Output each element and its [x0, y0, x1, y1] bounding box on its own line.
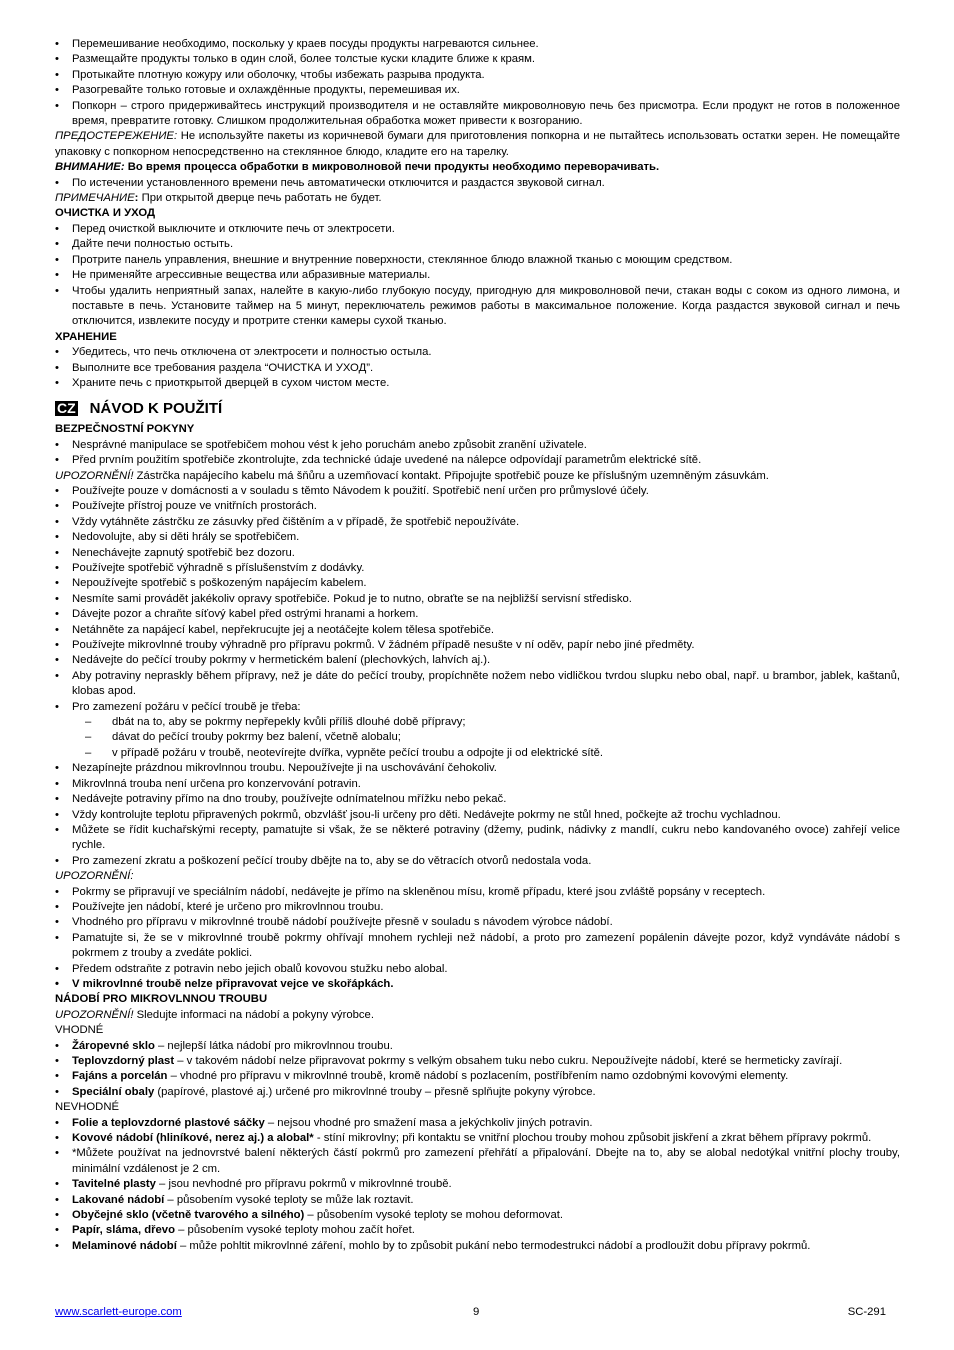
warning-item: • Pamatujte si, že se v mikrovlnné troubě pokrmy ohřívají mnohem rychleji než nádobí, a proto pro zamezení popálenin dávejte pozor, když vyndáváte nádobí s pokrmem z trouby a zvedáte poklici.: [55, 931, 900, 962]
unsuitable-item: [55, 1116, 900, 1131]
website-link[interactable]: www.scarlett-europe.com: [55, 1306, 182, 1318]
storage-heading: ХРАНЕНИЕ: [55, 330, 117, 343]
item-text: – nejsou vhodné pro smažení masa a jekýchkoliv jiných potravin.: [264, 1116, 593, 1129]
suitable-item: [55, 1039, 900, 1054]
unsuitable-item: [55, 1223, 900, 1238]
warning-text: Zástrčka napájecího kabelu má šňůru a uzemňovací kontakt. Připojujte spotřebič pouze ke příslušným uzemněným zásuvkám.: [133, 469, 769, 482]
unsuitable-item: [55, 1193, 900, 1208]
cz-title-text: NÁVOD K POUŽITÍ: [89, 400, 223, 418]
safety-item: • Pro zamezení požáru v pečící troubě je třeba:: [55, 700, 900, 715]
item-name: Tavitelné plasty: [72, 1178, 156, 1191]
suitable-heading: VHODNÉ: [55, 1024, 104, 1037]
ru-caution: [55, 129, 900, 160]
model-number: SC-291: [847, 1306, 886, 1318]
unsuitable-heading: NEVHODNÉ: [55, 1101, 120, 1114]
item-text: – jsou nevhodné pro přípravu pokrmů v mikrovlnné troubě.: [155, 1178, 452, 1191]
storage-item: • Выполните все требования раздела “ОЧИСТКА И УХОД”.: [55, 361, 900, 376]
safety-item: • Pro zamezení zkratu a poškození pečící trouby dbějte na to, aby se do větracích otvorů nedostala voda.: [55, 854, 900, 869]
safety-item: • Mikrovlnná trouba není určena pro konzervování potravin.: [55, 777, 900, 792]
cz-warning: [55, 469, 900, 484]
item-text: – může pohltit mikrovlnné záření, mohlo by to způsobit pukání nebo termodestrukci nádobí a prodloužit dobu přípravy pokrmů.: [176, 1239, 811, 1252]
warning-label: UPOZORNĚNÍ!: [55, 1008, 134, 1021]
cz-section-title: [55, 400, 900, 418]
safety-heading: BEZPEČNOSTNÍ POKYNY: [55, 423, 195, 436]
cleaning-item: • Перед очисткой выключите и отключите печь от электросети.: [55, 222, 900, 237]
item-text: – nejlepší látka nádobí pro mikrovlnnou troubu.: [154, 1039, 393, 1052]
suitable-item: [55, 1085, 900, 1100]
cleaning-item: • Не применяйте агрессивные вещества или абразивные материалы.: [55, 268, 900, 283]
warning-label: UPOZORNĚNÍ!: [55, 469, 134, 482]
ru-bullet: • Перемешивание необходимо, поскольку у краев посуды продукты нагреваются сильнее.: [55, 37, 900, 52]
safety-item: • Dávejte pozor a chraňte síťový kabel před ostrými hranami a horkem.: [55, 607, 900, 622]
page-number: 9: [473, 1306, 480, 1318]
item-name: Lakované nádobí: [72, 1193, 165, 1206]
safety-item: • Používejte přístroj pouze ve vnitřních prostorách.: [55, 499, 900, 514]
safety-item: • Používejte mikrovlnné trouby výhradně pro přípravu pokrmů. V žádném případě nesušte v ní oděv, papír nebo jiné předměty.: [55, 638, 900, 653]
safety-item: • Nesprávné manipulace se spotřebičem mohou vést k jeho poruchám anebo způsobit zranění uživatele.: [55, 438, 900, 453]
storage-item: • Храните печь с приоткрытой дверцей в сухом чистом месте.: [55, 376, 900, 391]
item-text: *Můžete používat na jednovrstvé balení některých částí pokrmů pro zamezení přehřátí a připalování. Dbejte na to, aby se alobal nedotýkal vnitřní plochy trouby, minimální vzdálenost je 2 cm.: [72, 1147, 900, 1175]
note-label: ПРИМЕЧАНИЕ: [55, 192, 135, 205]
ru-bullet: • Попкорн – строго придерживайтесь инструкций производителя и не оставляйте микроволновую печь без присмотра. Если продукт не готов в положенное время, превратите готовку. Слишком продолжительная обработка может привести к возгоранию.: [55, 99, 900, 130]
safety-item: • Nesmíte sami provádět jakékoliv opravy spotřebiče. Pokud je to nutno, obraťte se na nejbližší servisní středisko.: [55, 592, 900, 607]
safety-item: • Nedávejte potraviny přímo na dno trouby, používejte odnímatelnou mřížku nebo pekač.: [55, 792, 900, 807]
item-text: – působením vysoké teploty se mohou deformovat.: [304, 1209, 564, 1222]
fire-sub-item: – dbát na to, aby se pokrmy nepřepekly kvůli příliš dlouhé době přípravy;: [55, 715, 900, 730]
cleaning-heading: ОЧИСТКА И УХОД: [55, 207, 156, 220]
warning-item: • Pokrmy se připravují ve speciálním nádobí, nedávejte je přímo na skleněnou mísu, kromě případu, které jsou zvláště popsány v receptech.: [55, 885, 900, 900]
cleaning-item: • Дайте печи полностью остыть.: [55, 237, 900, 252]
ru-attention: [55, 160, 900, 175]
safety-item: • Nedávejte do pečící trouby pokrmy v hermetickém balení (plechovkých, lahvích aj.).: [55, 653, 900, 668]
item-text: – působením vysoké teploty se může lak roztavit.: [164, 1193, 414, 1206]
ru-note: [55, 191, 900, 206]
cz-warning-3: [55, 1008, 900, 1023]
fire-sub-item: – dávat do pečící trouby pokrmy bez balení, včetně alobalu;: [55, 730, 900, 745]
safety-item: • Vždy kontrolujte teplotu připravených pokrmů, obzvlášť jsou-li určeny pro děti. Nedávejte pokrmy ne stůl hned, počkejte až trochu vychladnou.: [55, 808, 900, 823]
safety-item: • Můžete se řídit kuchařskými recepty, pamatujte si však, že se některé potraviny (džemy, pudink, nádivky z mandlí, cukru nebo kandovaného ovoce) zahřejí velice rychle.: [55, 823, 900, 854]
attention-label: ВНИМАНИЕ:: [55, 161, 125, 174]
warning-item: • Předem odstraňte z potravin nebo jejich obalů kovovou stužku nebo alobal.: [55, 962, 900, 977]
unsuitable-item: [55, 1146, 900, 1177]
ru-bullet: • Разогревайте только готовые и охлаждённые продукты, перемешивая их.: [55, 83, 900, 98]
cleaning-item: • Протрите панель управления, внешние и внутренние поверхности, стеклянное блюдо влажной тканью с моющим средством.: [55, 253, 900, 268]
item-text: – vhodné pro přípravu v mikrovlnné troubě, kromě nádobí s pozlacením, postříbřením namo ozdobnými kovovými elementy.: [167, 1070, 789, 1083]
warning-item: • Vhodného pro přípravu v mikrovlnné troubě nádobí používejte přesně v souladu s návodem výrobce nádobí.: [55, 915, 900, 930]
safety-item: • Vždy vytáhněte zástrčku ze zásuvky před čištěním a v případě, že spotřebič nepoužíváte.: [55, 515, 900, 530]
cz-language-badge: CZ: [57, 400, 76, 417]
warning-text: Sledujte informaci na nádobí a pokyny výrobce.: [133, 1008, 374, 1021]
caution-label: ПРЕДОСТЕРЕЖЕНИЕ:: [55, 130, 178, 143]
suitable-item: [55, 1069, 900, 1084]
item-text: – v takovém nádobí nelze připravovat pokrmy s velkým obsahem tuku nebo cukru. Nepoužívejte nádobí, které se hermeticky zavírají.: [174, 1055, 843, 1067]
ru-bullet: • Размещайте продукты только в один слой, более толстые куски кладите ближе к краям.: [55, 52, 900, 67]
item-name: Papír, sláma, dřevo: [72, 1224, 175, 1237]
caution-text: Не используйте пакеты из коричневой бумаги для приготовления попкорна и не пытайтесь использовать остатки зерен. Не помещайте упаковку с попкорном непосредственно на стеклянное блюдо, кладите его на тарелку.: [55, 130, 900, 158]
item-name: Žáropevné sklo: [72, 1039, 155, 1052]
suitable-item: [55, 1054, 900, 1069]
safety-item: • Před prvním použitím spotřebiče zkontrolujte, zda technické údaje uvedené na nálepce odpovídají parametrům elektrické sítě.: [55, 453, 900, 468]
item-text: (papírové, plastové aj.) určené pro mikrovlnné trouby – přesně splňujte pokyny výrobce.: [154, 1085, 596, 1098]
item-name: Melaminové nádobí: [72, 1239, 177, 1252]
item-name: Fajáns a porcelán: [72, 1070, 168, 1083]
unsuitable-item: [55, 1239, 900, 1254]
cz-warning-2: UPOZORNĚNÍ:: [55, 870, 134, 883]
item-name: Teplovzdorný plast: [72, 1055, 175, 1067]
item-text: – působením vysoké teploty mohou začít hořet.: [174, 1224, 415, 1237]
safety-item: • Netáhněte za napájecí kabel, nepřekrucujte jej a neotáčejte kolem tělesa spotřebiče.: [55, 623, 900, 638]
safety-item: • Nezapínejte prázdnou mikrovlnnou troubu. Nepoužívejte ji na uschovávání čehokoliv.: [55, 761, 900, 776]
dishes-heading: NÁDOBÍ PRO MIKROVLNNOU TROUBU: [55, 993, 268, 1006]
item-name: Speciální obaly: [72, 1085, 155, 1098]
attention-text: Во время процесса обработки в микроволновой печи продукты необходимо переворачивать.: [124, 161, 660, 174]
safety-item: • Nedovolujte, aby si děti hrály se spotřebičem.: [55, 530, 900, 545]
note-colon: :: [134, 192, 139, 205]
ru-bullet: • По истечении установленного времени печь автоматически отключится и раздастся звуковой сигнал.: [55, 176, 900, 191]
warning-item: • Používejte jen nádobí, které je určeno pro mikrovlnnou troubu.: [55, 900, 900, 915]
note-text: При открытой дверце печь работать не будет.: [138, 192, 382, 205]
safety-item: • Používejte pouze v domácnosti a v souladu s těmto Návodem k použití. Spotřebič není určen pro průmyslové účely.: [55, 484, 900, 499]
safety-item: • Používejte spotřebič výhradně s příslušenstvím z dodávky.: [55, 561, 900, 576]
unsuitable-item: [55, 1131, 900, 1146]
storage-item: • Убедитесь, что печь отключена от электросети и полностью остыла.: [55, 345, 900, 360]
ru-bullet: • Протыкайте плотную кожуру или оболочку, чтобы избежать разрыва продукта.: [55, 68, 900, 83]
unsuitable-item: [55, 1208, 900, 1223]
eggs-warning: • V mikrovlnné troubě nelze připravovat vejce ve skořápkách.: [55, 977, 900, 992]
item-name: Kovové nádobí (hliníkové, nerez aj.) a alobal*: [72, 1132, 314, 1145]
item-name: Folie a teplovzdorné plastové sáčky: [72, 1116, 265, 1129]
safety-item: • Nenechávejte zapnutý spotřebič bez dozoru.: [55, 546, 900, 561]
document-page: [55, 37, 900, 1254]
unsuitable-item: [55, 1177, 900, 1192]
fire-sub-item: – v případě požáru v troubě, neotevírejte dvířka, vypněte pečící troubu a odpojte ji od elektrické sítě.: [55, 746, 900, 761]
safety-item: • Nepoužívejte spotřebič s poškozeným napájecím kabelem.: [55, 576, 900, 591]
item-name: Obyčejné sklo (včetně tvarového a silného): [72, 1209, 305, 1222]
item-text: - stíní mikrovlny; při kontaktu se vnitřní plochou trouby mohou způsobit jiskření a zkrat během přípravy pokrmů.: [313, 1132, 872, 1145]
page-footer: [55, 1305, 900, 1321]
cleaning-item: • Чтобы удалить неприятный запах, налейте в какую-либо глубокую посуду, пригодную для микроволновой печи, стакан воды с соком из одного лимона, и поставьте в печь. Установите таймер на 5 минут, переключатель режимов работы в максимальное положение. Когда раздастся звуковой сигнал и печь отключится, извлеките посуду и протрите стенки камеры сухой тканью.: [55, 284, 900, 330]
safety-item: • Aby potraviny nepraskly během přípravy, než je dáte do pečící trouby, propíchněte nožem nebo vidličkou tvrdou slupku nebo obal, např. u brambor, jablek, kaštanů, klobas apod.: [55, 669, 900, 700]
